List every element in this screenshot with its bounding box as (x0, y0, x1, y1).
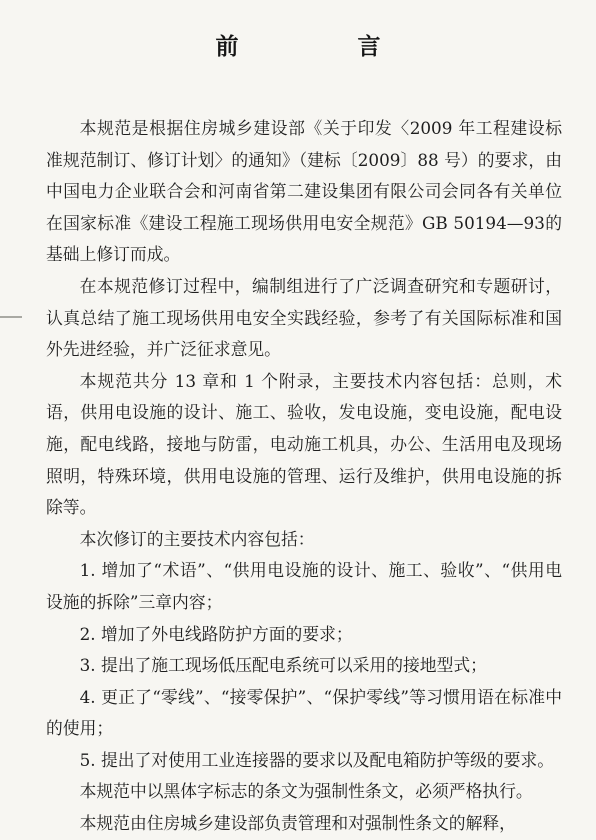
revision-item-2: 2. 增加了外电线路防护方面的要求； (79, 623, 353, 644)
revision-item-3: 3. 提出了施工现场低压配电系统可以采用的接地型式； (79, 655, 487, 676)
page-title: 前 言 (215, 34, 429, 60)
paragraph-administration: 本规范由住房城乡建设部负责管理和对强制性条文的解释， (79, 813, 516, 834)
revision-item-4: 4. 更正了“零线”、“接零保护”、“保护零线”等习惯用语在标准中的使用； (46, 686, 562, 739)
revision-item-5: 5. 提出了对使用工业连接器的要求以及配电箱防护等级的要求。 (79, 749, 555, 770)
paragraph-basis: 本规范是根据住房城乡建设部《关于印发〈2009 年工程建设标准规范制订、修订计划〉的通知》（建标〔2009〕88 号）的要求，由中国电力企业联合会和河南省第二建设集团有限公司会同各有关单位在国家标准《建设工程施工现场供用电安全规范》GB 50194—93的基础上修订而成。 (46, 118, 562, 265)
revision-item-1: 1. 增加了“术语”、“供用电设施的设计、施工、验收”、“供用电设施的拆除”三章内容； (46, 560, 562, 612)
scan-edge-mark (0, 316, 22, 318)
document-body (46, 113, 562, 840)
paragraph-contents: 本规范共分 13 章和 1 个附录，主要技术内容包括：总则，术语，供用电设施的设计、施工、验收，发电设施，变电设施，配电设施，配电线路，接地与防雷，电动施工机具，办公、生活用电及现场照明，特殊环境，供用电设施的管理、运行及维护，供用电设施的拆除等。 (46, 370, 562, 518)
paragraph-mandatory-clauses: 本规范中以黑体字标志的条文为强制性条文，必须严格执行。 (79, 781, 533, 802)
paragraph-revision-process: 在本规范修订过程中，编制组进行了广泛调查研究和专题研讨，认真总结了施工现场供用电安全实践经验，参考了有关国际标准和国外先进经验，并广泛征求意见。 (46, 275, 562, 360)
paragraph-main-revisions-intro: 本次修订的主要技术内容包括： (79, 528, 315, 549)
